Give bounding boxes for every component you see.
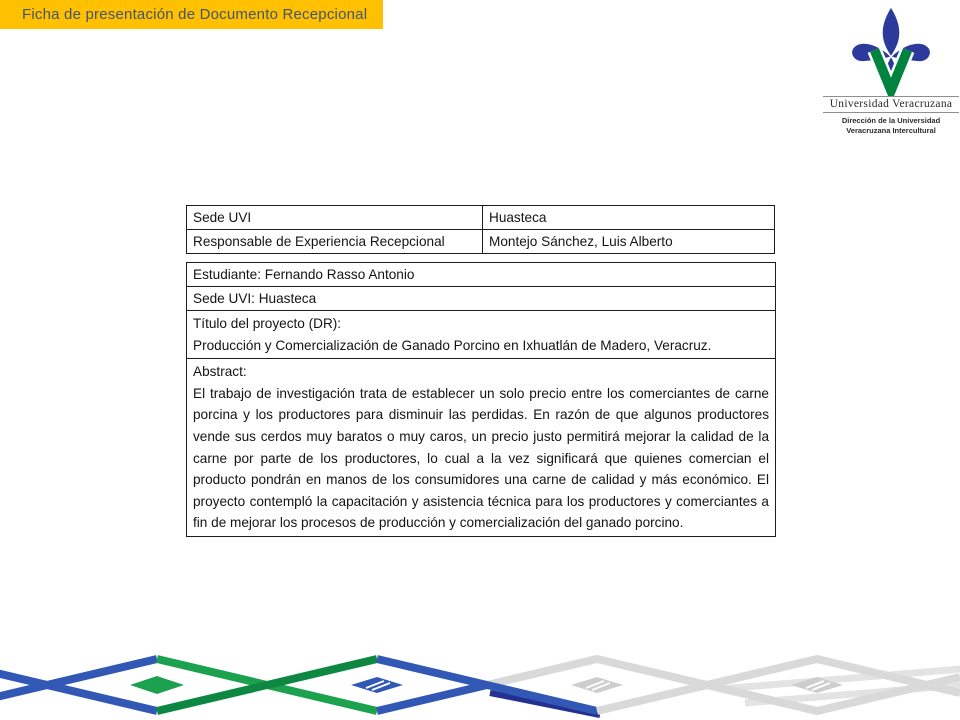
sede-cell: Sede UVI: Huasteca bbox=[187, 287, 776, 311]
logo-institution-name: Universidad Veracruzana bbox=[823, 96, 959, 113]
abstract-label: Abstract: bbox=[193, 364, 247, 380]
ribbon-segment-blue bbox=[377, 685, 487, 711]
detail-row-student bbox=[187, 263, 776, 287]
project-label: Título del proyecto (DR): bbox=[193, 316, 342, 331]
summary-value-sede: Huasteca bbox=[483, 206, 775, 230]
uv-logo bbox=[822, 6, 960, 136]
project-title: Producción y Comercialización de Ganado Porcino en Ixhuatlán de Madero, Veracruz. bbox=[193, 337, 712, 353]
student-cell: Estudiante: Fernando Rasso Antonio bbox=[187, 263, 776, 287]
logo-division-line1: Dirección de la Universidad bbox=[841, 116, 941, 125]
slide-title: Ficha de presentación de Documento Recepcional bbox=[22, 6, 368, 23]
logo-division-line2: Veracruzana Intercultural bbox=[846, 126, 936, 136]
project-cell bbox=[187, 311, 776, 359]
uv-fleur-de-lis-icon bbox=[845, 6, 937, 96]
detail-row-project bbox=[187, 311, 776, 359]
summary-row-responsable bbox=[187, 230, 775, 254]
abstract-text: El trabajo de investigación trata de establecer un solo precio entre los comerciantes de carne porcina y los productores para disminuir las perdidas. En razón de que algunos productores vende sus cerdos muy baratos o muy caros, un precio justo permitirá mejorar la calidad de la carne por parte de los productores, lo cual a la vez significará que quienes comercian el producto pondrán en manos de los consumidores una carne de calidad y más económico. El proyecto contempló la capacitación y asistencia técnica para los productores y comerciantes a fin de mejorar los procesos de producción y comercialización del ganado porcino. bbox=[193, 385, 769, 531]
abstract-cell bbox=[187, 359, 776, 537]
summary-label-sede: Sede UVI bbox=[187, 206, 483, 230]
detail-row-abstract bbox=[187, 359, 776, 537]
detail-table bbox=[186, 262, 776, 537]
title-bar bbox=[0, 0, 383, 29]
diamond-green bbox=[130, 676, 184, 694]
footer-ribbons bbox=[0, 645, 960, 720]
diamond-gray-hatched bbox=[571, 677, 623, 693]
logo-division-name bbox=[822, 116, 960, 136]
summary-label-responsable: Responsable de Experiencia Recepcional bbox=[187, 230, 483, 254]
summary-value-responsable: Montejo Sánchez, Luis Alberto bbox=[483, 230, 775, 254]
summary-row-sede bbox=[187, 206, 775, 230]
summary-table bbox=[186, 205, 775, 254]
detail-row-sede bbox=[187, 287, 776, 311]
diamond-blue-hatched bbox=[351, 677, 403, 693]
